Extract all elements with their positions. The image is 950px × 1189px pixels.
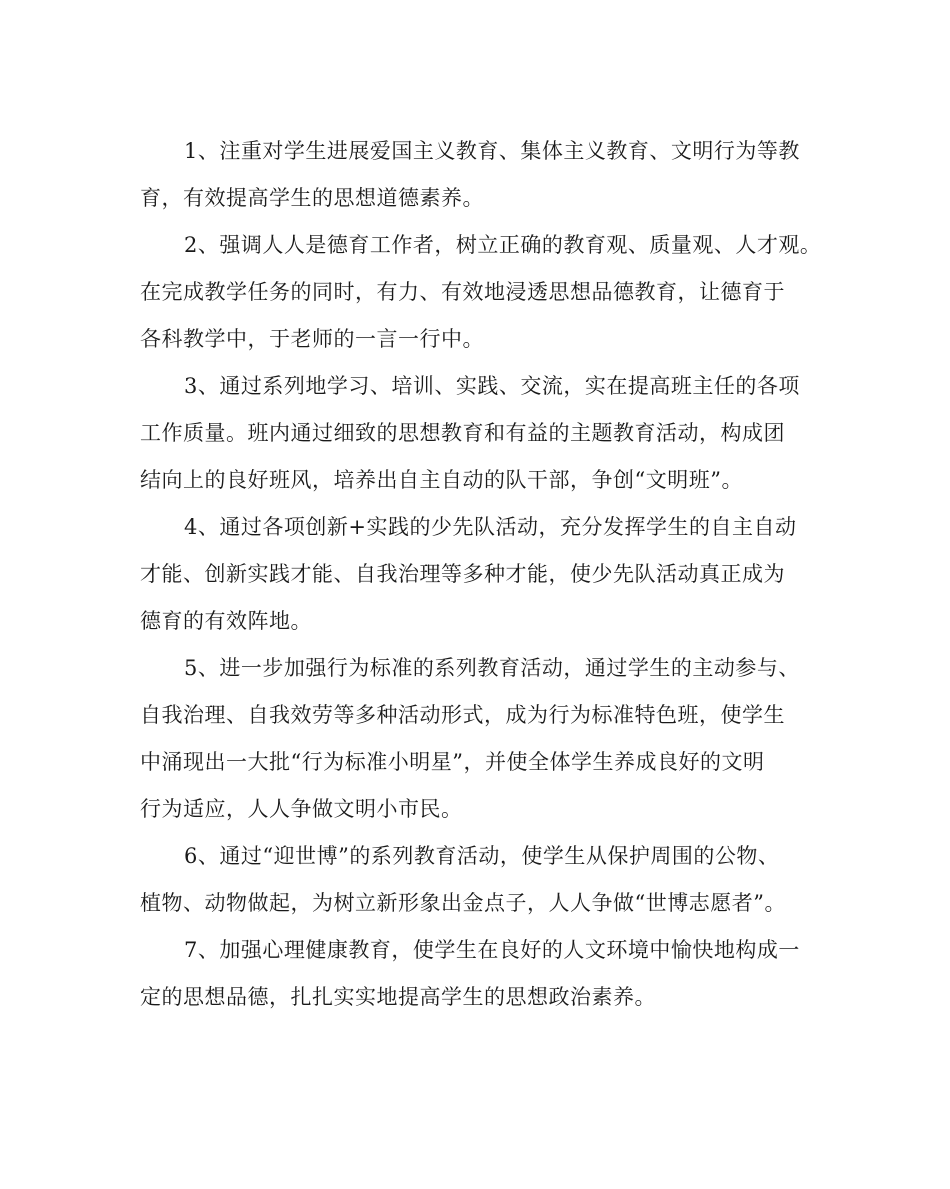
paragraph-7 — [140, 927, 820, 1021]
paragraph-5 — [140, 645, 820, 833]
paragraph-line: 1、注重对学生进展爱国主义教育、集体主义教育、文明行为等教 — [184, 139, 800, 163]
paragraph-line: 中涌现出一大批“行为标准小明星”，并使全体学生养成良好的文明 — [140, 750, 765, 774]
paragraph-line: 才能、创新实践才能、自我治理等多种才能，使少先队活动真正成为 — [140, 562, 785, 586]
paragraph-line: 4、通过各项创新+实践的少先队活动，充分发挥学生的自主自动 — [184, 515, 797, 539]
paragraph-line: 3、通过系列地学习、培训、实践、交流，实在提高班主任的各项 — [184, 374, 800, 398]
paragraph-3 — [140, 363, 820, 504]
paragraph-line: 2、强调人人是德育工作者，树立正确的教育观、质量观、人才观。 — [184, 233, 822, 257]
paragraph-line: 6、通过“迎世博”的系列教育活动，使学生从保护周围的公物、 — [184, 844, 780, 868]
paragraph-line: 7、加强心理健康教育，使学生在良好的人文环境中愉快地构成一 — [184, 938, 800, 962]
paragraph-line: 结向上的良好班风，培养出自主自动的队干部，争创“文明班”。 — [140, 468, 743, 492]
paragraph-line: 德育的有效阵地。 — [140, 609, 312, 633]
paragraph-6 — [140, 833, 820, 927]
paragraph-2 — [140, 222, 820, 363]
paragraph-line: 植物、动物做起，为树立新形象出金点子，人人争做“世博志愿者”。 — [140, 891, 786, 915]
paragraph-line: 工作质量。班内通过细致的思想教育和有益的主题教育活动，构成团 — [140, 421, 785, 445]
paragraph-line: 各科教学中，于老师的一言一行中。 — [140, 327, 484, 351]
paragraph-line: 行为适应，人人争做文明小市民。 — [140, 797, 463, 821]
paragraph-line: 在完成教学任务的同时，有力、有效地浸透思想品德教育，让德育于 — [140, 280, 785, 304]
paragraph-line: 定的思想品德，扎扎实实地提高学生的思想政治素养。 — [140, 985, 656, 1009]
paragraph-line: 5、进一步加强行为标准的系列教育活动，通过学生的主动参与、 — [184, 656, 800, 680]
paragraph-line: 自我治理、自我效劳等多种活动形式，成为行为标准特色班，使学生 — [140, 703, 785, 727]
paragraph-1 — [140, 128, 820, 222]
document-body — [140, 128, 820, 1021]
paragraph-line: 育，有效提高学生的思想道德素养。 — [140, 186, 484, 210]
paragraph-4 — [140, 504, 820, 645]
